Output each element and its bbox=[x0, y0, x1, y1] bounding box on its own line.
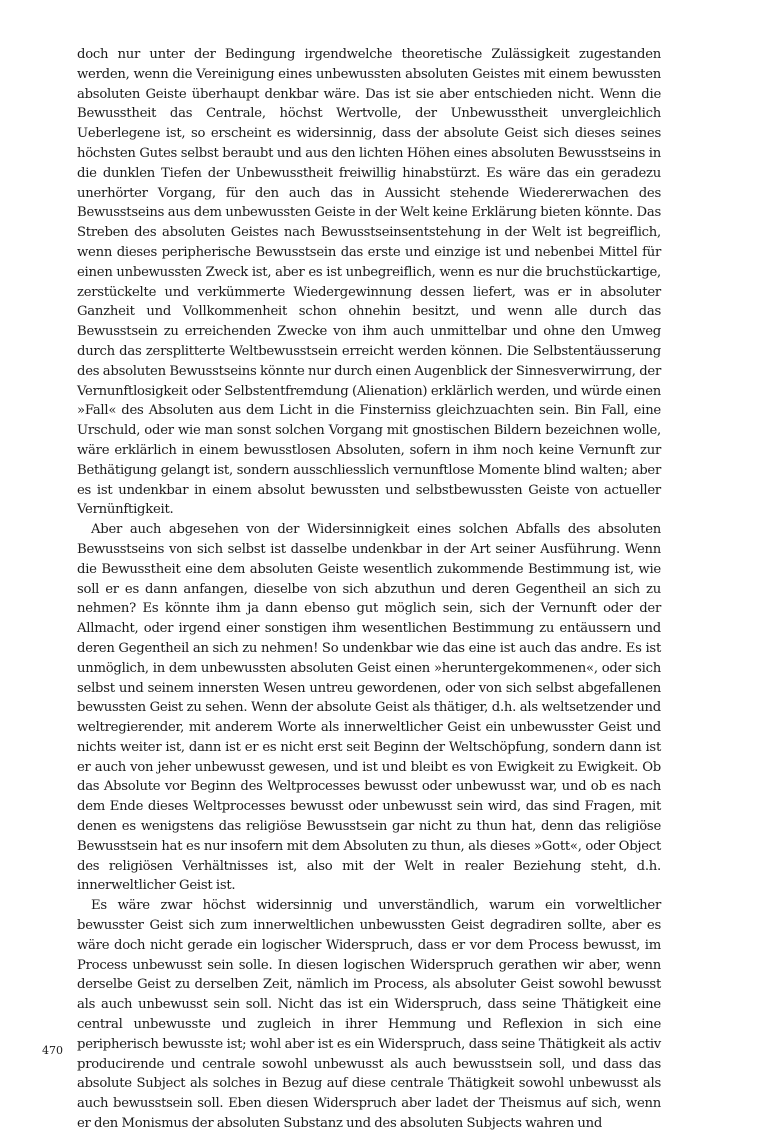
page-number: 470 bbox=[42, 1044, 63, 1057]
paragraph-1: doch nur unter der Bedingung irgendwelche theoretische Zulässigkeit zugestanden werden, wenn die Vereinigung eines unbewussten absoluten Geistes mit einem bewussten absoluten Geiste überhaupt denkbar wäre. Das ist sie aber entschieden nicht. Wenn die Bewusstheit das Centrale, höchst Wertvolle, der Unbewusstheit unvergleichlich Ueberlegene ist, so erscheint es widersinnig, dass der absolute Geist sich dieses seines höchsten Gutes selbst beraubt und aus den lichten Höhen eines absoluten Bewusstseins in die dunklen Tiefen der Unbewusstheit freiwillig hinabstürzt. Es wäre das ein geradezu unerhörter Vorgang, für den auch das in Aussicht stehende Wiedererwachen des Bewusstseins aus dem unbewussten Geiste in der Welt keine Erklärung bieten könnte. Das Streben des absoluten Geistes nach Bewusstseinsentstehung in der Welt ist begreiflich, wenn dieses peripherische Bewusstsein das erste und einzige ist und nebenbei Mittel für einen unbewussten Zweck ist, aber es ist unbegreiflich, wenn es nur die bruchstückartige, zerstückelte und verkümmerte Wiedergewinnung dessen liefert, was er in absoluter Ganzheit und Vollkommenheit schon ohnehin besitzt, und wenn alle durch das Bewusstsein zu erreichenden Zwecke von ihm auch unmittelbar und ohne den Umweg durch das zersplitterte Weltbewusstsein erreicht werden können. Die Selbstentäusserung des absoluten Bewusstseins könnte nur durch einen Augenblick der Sinnesverwirrung, der Vernunftlosigkeit oder Selbstentfremdung (Alienation) erklärlich werden, und würde einen »Fall« des Absoluten aus dem Licht in die Finsterniss gleichzuachten sein. Bin Fall, eine Urschuld, oder wie man sonst solchen Vorgang mit gnostischen Bildern bezeichnen wolle, wäre erklärlich in einem bewusstlosen Absoluten, sofern in ihm noch keine Vernunft zur Bethätigung gelangt ist, sondern ausschliesslich vernunftlose Momente blind walten; aber es ist undenkbar in einem absolut bewussten und selbstbewussten Geiste von actueller Vernünftigkeit. bbox=[77, 47, 661, 518]
paragraph-3: Es wäre zwar höchst widersinnig und unverständlich, warum ein vorweltlicher bewusster Geist sich zum innerweltlichen unbewussten Geist degradiren sollte, aber es wäre doch nicht gerade ein logischer Widerspruch, dass er vor dem Process bewusst, im Process unbewusst sein solle. In diesen logischen Widerspruch gerathen wir aber, wenn derselbe Geist zu derselben Zeit, nämlich im Process, als absoluter Geist sowohl bewusst als auch unbewusst sein soll. Nicht das ist ein Widerspruch, dass seine Thätigkeit eine central unbewusste und zugleich in ihrer Hemmung und Reflexion in sich eine peripherisch bewusste ist; wohl aber ist es ein Widerspruch, dass seine Thätigkeit als activ producirende und centrale sowohl unbewusst als auch bewusstsein soll, und dass das absolute Subject als solches in Bezug auf diese centrale Thätigkeit sowohl unbewusst als auch bewusstsein soll. Eben diesen Widerspruch aber ladet der Theismus auf sich, wenn er den Monismus der absoluten Substanz und des absoluten Subjects wahren und bbox=[77, 898, 661, 1132]
body-text bbox=[77, 45, 661, 1134]
paragraph-2: Aber auch abgesehen von der Widersinnigkeit eines solchen Abfalls des absoluten Bewusstseins von sich selbst ist dasselbe undenkbar in der Art seiner Ausführung. Wenn die Bewusstheit eine dem absoluten Geiste wesentlich zukommende Bestimmung ist, wie soll er es dann anfangen, dieselbe von sich abzuthun und deren Gegentheil an sich zu nehmen? Es könnte ihm ja dann ebenso gut möglich sein, sich der Vernunft oder der Allmacht, oder irgend einer sonstigen ihm wesentlichen Bestimmung zu entäussern und deren Gegentheil an sich zu nehmen! So undenkbar wie das eine ist auch das andre. Es ist unmöglich, in dem unbewussten absoluten Geist einen »heruntergekommenen«, oder sich selbst und seinem innersten Wesen untreu gewordenen, oder von sich selbst abgefallenen bewussten Geist zu sehen. Wenn der absolute Geist als thätiger, d.h. als weltsetzender und weltregierender, mit anderem Worte als innerweltlicher Geist ein unbewusster Geist und nichts weiter ist, dann ist er es nicht erst seit Beginn der Weltschöpfung, sondern dann ist er auch von jeher unbewusst gewesen, und ist und bleibt es von Ewigkeit zu Ewigkeit. Ob das Absolute vor Beginn des Weltprocesses bewusst oder unbewusst war, und ob es nach dem Ende dieses Weltprocesses bewusst oder unbewusst sein wird, das sind Fragen, mit denen es wenigstens das religiöse Bewusstsein gar nicht zu thun hat, denn das religiöse Bewusstsein hat es nur insofern mit dem Absoluten zu thun, als dieses »Gott«, oder Object des religiösen Verhältnisses ist, also mit der Welt in realer Beziehung steht, d.h. innerweltlicher Geist ist. bbox=[77, 522, 661, 894]
